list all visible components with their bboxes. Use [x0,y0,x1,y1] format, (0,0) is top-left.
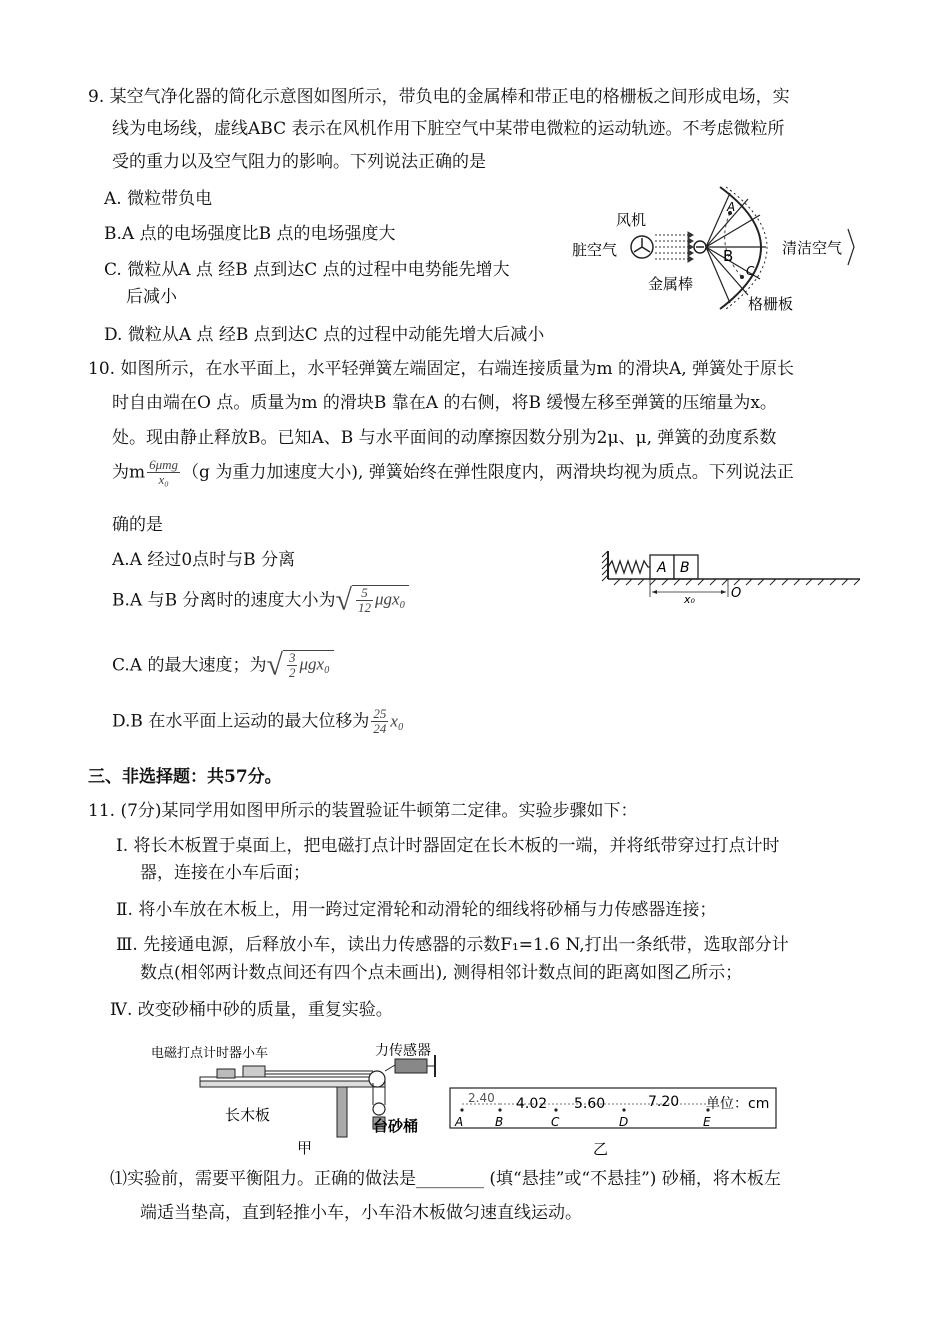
tape-point-d: D [619,1115,629,1129]
x0-label: x₀ [684,593,695,605]
block-b-label: B [680,560,690,576]
option-b-sqrt: √ $\frac{5}{12}$ μgx₀ [335,585,409,616]
spring-blocks-diagram [600,545,865,605]
metal-rod-label: 金属棒 [648,275,694,293]
q11-step1-cont: 器，连接在小车后面； [140,863,310,883]
spring-constant-fraction [147,458,180,487]
option-c-denominator: 2 [288,665,296,680]
q11-step3: Ⅲ. 先接通电源，后释放小车，读出力传感器的示数F₁=1.6 N,打出一条纸带，选取部分计 [116,935,789,955]
spring-constant-denominator: x₀ [158,472,169,487]
q10-stem-line4-pre: 为m [112,462,146,483]
q10-stem-line4-post: （g 为重力加速度大小), 弹簧始终在弹性限度内，两滑块均视为质点。下列说法正 [182,462,794,483]
option-d-numerator: 25 [373,706,387,721]
q10-stem-line2: 时自由端在O 点。质量为m 的滑块B 靠在A 的右侧，将B 缓慢左移至弹簧的压缩量为x。 [112,393,777,413]
q11-part1: ⑴实验前，需要平衡阻力。正确的做法是________ (填“悬挂”或“不悬挂”) 砂桶，将木板左 [110,1169,781,1189]
q9-stem-line3: 受的重力以及空气阻力的影响。下列说法正确的是 [112,152,486,172]
q10-stem-line1: 10. 如图所示，在水平面上，水平轻弹簧左端固定，右端连接质量为m 的滑块A, 弹簧处于原长 [88,359,795,379]
option-d-fraction [371,707,388,736]
timer-cart-label: 电磁打点计时器小车 [151,1046,269,1061]
force-sensor-label: 力传感器 [375,1043,431,1059]
sand-bucket-label: 台砂桶 [373,1117,419,1135]
q10-option-a: A.A 经过0点时与B 分离 [112,550,296,570]
air-purifier-diagram [570,185,870,315]
section-3-heading: 三、非选择题：共57分。 [88,767,282,787]
option-c-tail: μgx₀ [299,654,330,674]
distance-de: 7.20 [648,1094,680,1110]
distance-bc: 4.02 [516,1096,548,1112]
board-label: 长木板 [225,1106,271,1124]
q10-option-b [112,585,409,633]
point-b-label: B [723,247,734,265]
q10-stem-line4 [112,458,794,504]
q11-step2: Ⅱ. 将小车放在木板上，用一跨过定滑轮和动滑轮的细线将砂桶与力传感器连接； [116,900,717,920]
tape-point-b: B [495,1115,504,1129]
q11-intro: 11. (7分)某同学用如图甲所示的装置验证牛顿第二定律。实验步骤如下： [88,801,638,821]
distance-ab: 2.40 [468,1091,495,1105]
dirty-air-label: 脏空气 [572,241,618,259]
q9-stem-line2: 线为电场线，虚线ABC 表示在风机作用下脏空气中某带电微粒的运动轨迹。不考虑微粒所 [112,119,785,139]
option-c-sqrt: √ $\frac{3}{2}$ μgx₀ [267,650,334,681]
point-a-label: A [727,200,736,214]
q10-option-b-text: B.A 与B 分离时的速度大小为 [112,590,336,611]
q10-option-d [112,707,404,755]
q9-option-c-cont: 后减小 [126,287,177,307]
option-b-tail: μgx₀ [374,589,406,609]
spring-constant-numerator: 6μmg [149,457,179,472]
tape-point-c: C [551,1115,560,1129]
figure-jia-caption: 甲 [297,1139,313,1157]
tape-unit-label: 单位：cm [706,1096,770,1112]
tape-point-a: A [455,1115,464,1129]
point-c-label: C [746,264,755,278]
fan-label: 风机 [616,211,647,229]
block-a-label: A [657,560,667,576]
q10-option-c-text: C.A 的最大速度；为 [112,655,267,676]
q10-option-c [112,650,334,698]
q11-step4: Ⅳ. 改变砂桶中砂的质量，重复实验。 [110,1000,393,1020]
option-d-denominator: 24 [373,721,387,736]
paper-tape-diagram-yi [448,1082,783,1162]
tape-point-e: E [703,1115,711,1129]
grid-plate-label: 格栅板 [748,295,794,313]
q10-stem-line5: 确的是 [112,515,163,535]
q10-option-d-text: D.B 在水平面上运动的最大位移为 [112,711,370,732]
option-d-tail: x₀ [390,711,404,731]
q9-stem-line1: 9. 某空气净化器的简化示意图如图所示，带负电的金属棒和带正电的格栅板之间形成电场，实 [88,87,790,107]
figure-yi-caption: 乙 [593,1140,609,1158]
q11-part1-cont: 端适当垫高，直到轻推小车，小车沿木板做匀速直线运动。 [140,1203,582,1223]
point-o-label: O [731,586,742,601]
q9-option-d: D. 微粒从A 点 经B 点到达C 点的过程中动能先增大后减小 [104,325,545,345]
q9-option-b: B.A 点的电场强度比B 点的电场强度大 [104,224,396,244]
option-c-numerator: 3 [288,650,296,665]
apparatus-diagram-jia [145,1035,445,1160]
q11-step3-cont: 数点(相邻两计数点间还有四个点未画出), 测得相邻计数点间的距离如图乙所示； [140,963,743,983]
q11-step1: I. 将长木板置于桌面上，把电磁打点计时器固定在长木板的一端，并将纸带穿过打点计时 [116,836,780,856]
q9-option-a: A. 微粒带负电 [104,189,213,209]
option-b-numerator: 5 [356,586,373,601]
q10-stem-line3: 处。现由静止释放B。已知A、B 与水平面间的动摩擦因数分别为2μ、μ, 弹簧的劲度系数 [112,428,777,448]
option-b-denominator: 12 [357,600,371,615]
q9-option-c: C. 微粒从A 点 经B 点到达C 点的过程中电势能先增大 [104,260,510,280]
distance-cd: 5.60 [574,1096,606,1112]
clean-air-label: 清洁空气 [782,239,843,257]
